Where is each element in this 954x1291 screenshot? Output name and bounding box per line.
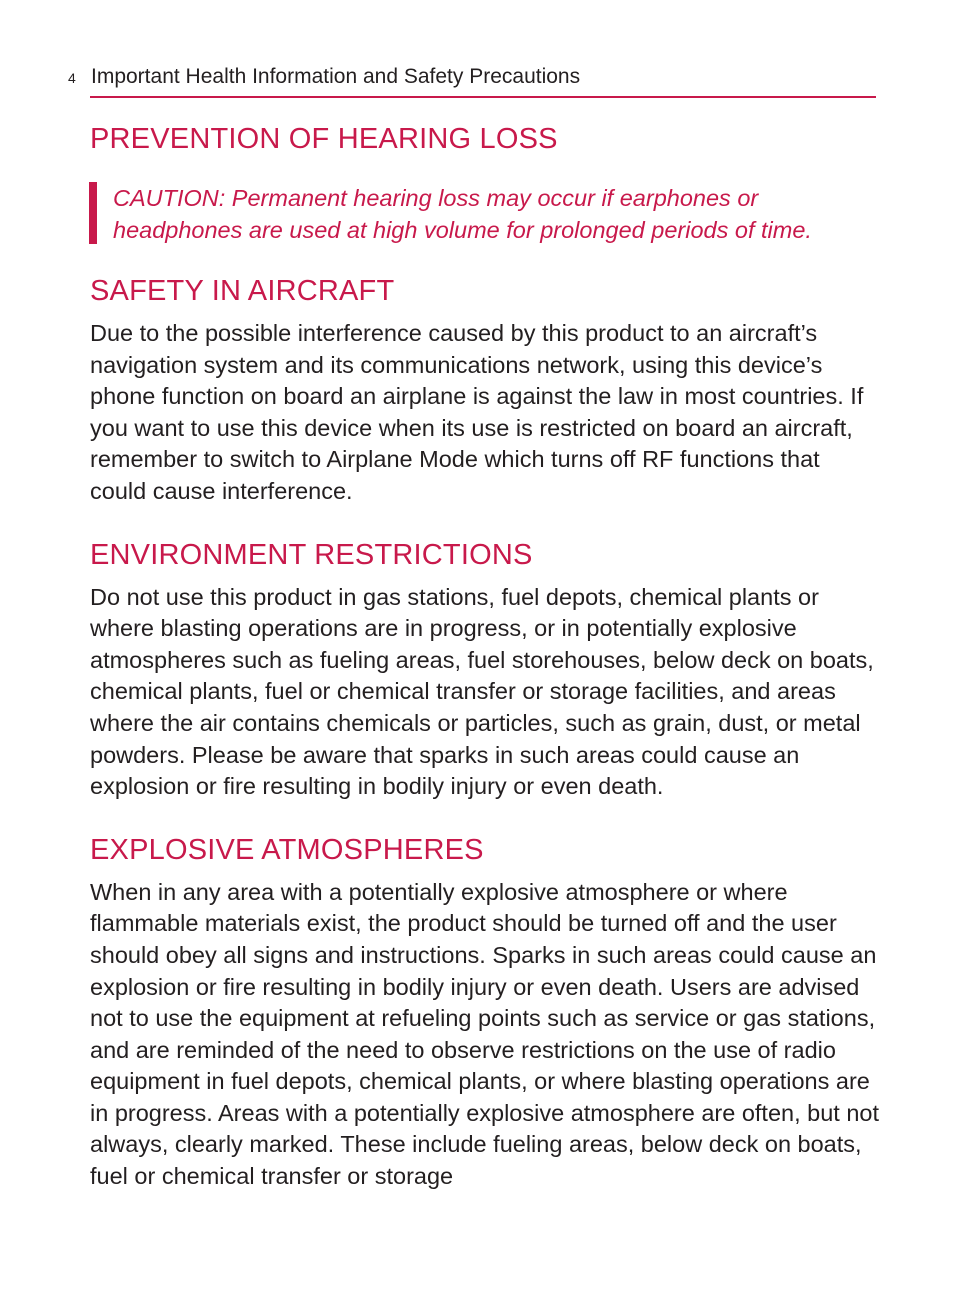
caution-bar [89,182,97,244]
page-number: 4 [68,70,76,86]
section-title: EXPLOSIVE ATMOSPHERES [90,833,484,866]
section-safety-in-aircraft [90,272,880,508]
section-environment-restrictions [90,536,880,803]
section-hearing-loss [90,120,880,246]
section-body: Do not use this product in gas stations, fuel depots, chemical plants or where blasting operations are in progress, or in potentially explosive atmospheres such as fueling areas, fuel storehouses, below deck on boats, chemical plants, fuel or chemical transfer or storage facilities, and areas where the air contains chemicals or particles, such as grain, dust, or metal powders. Please be aware that sparks in such areas could cause an explosion or fire resulting in bodily injury or even death. [90,583,874,800]
section-body: Due to the possible interference caused by this product to an aircraft’s navigation system and its communications network, using this device’s phone function on board an airplane is against the law in most countries. If you want to use this device when its use is restricted on board an aircraft, remember to switch to Airplane Mode which turns off RF functions that could cause interference. [90,320,864,504]
section-title: PREVENTION OF HEARING LOSS [90,123,558,155]
section-title: ENVIRONMENT RESTRICTIONS [90,538,533,571]
section-explosive-atmospheres [90,831,880,1193]
header-rule [90,96,876,98]
running-header: Important Health Information and Safety Precautions [91,65,581,88]
page-content [90,120,880,1193]
caution-callout [89,182,880,246]
section-body: When in any area with a potentially explosive atmosphere or where flammable materials exist, the product should be turned off and the user should obey all signs and instructions. Sparks in such areas could cause an explosion or fire resulting in bodily injury or even death. Users are advised not to use the equipment at refueling points such as service or gas stations, and are reminded of the need to observe restrictions on the use of radio equipment in fuel depots, chemical plants, or where blasting operations are in progress. Areas with a potentially explosive atmosphere are often, but not always, clearly marked. These include fueling areas, below deck on boats, fuel or chemical transfer or storage [90,878,880,1190]
caution-text: CAUTION: Permanent hearing loss may occur if earphones or headphones are used at high volume for prolonged periods of time. [113,185,812,243]
section-title: SAFETY IN AIRCRAFT [90,275,395,307]
